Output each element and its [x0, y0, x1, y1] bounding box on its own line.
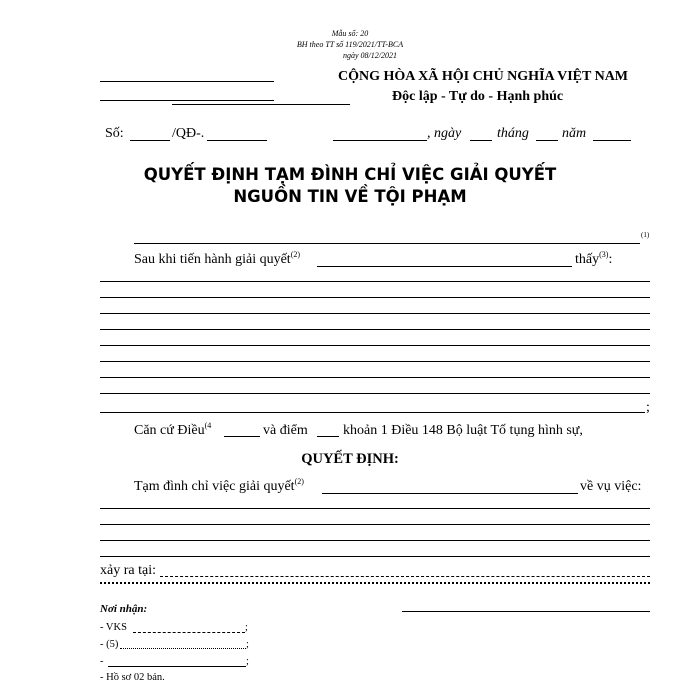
location-field[interactable]	[160, 576, 650, 577]
number-label: Số:	[105, 126, 124, 141]
findings-line-5[interactable]	[100, 345, 650, 346]
point-field[interactable]	[317, 436, 339, 437]
case-line-1[interactable]	[100, 508, 650, 509]
recipient-vks-field[interactable]	[133, 632, 245, 633]
qd-suffix-field[interactable]	[207, 140, 267, 141]
findings-line-2[interactable]	[100, 297, 650, 298]
recipient-vks-semicolon: ;	[245, 622, 248, 633]
signature-line[interactable]	[402, 611, 650, 612]
recipient-5-field[interactable]	[120, 648, 246, 649]
recipient-other-field[interactable]	[108, 666, 246, 667]
day-label: , ngày	[427, 126, 462, 141]
agency-line-2[interactable]	[100, 100, 274, 101]
year-field[interactable]	[593, 140, 631, 141]
location-label: xảy ra tại:	[100, 563, 156, 578]
findings-line-7[interactable]	[100, 377, 650, 378]
findings-line-3[interactable]	[100, 313, 650, 314]
place-field[interactable]	[333, 140, 427, 141]
case-line-3[interactable]	[100, 540, 650, 541]
recipient-other-semicolon: ;	[246, 656, 249, 667]
findings-line-4[interactable]	[100, 329, 650, 330]
thay-text: thấy$^{(3)}$:	[575, 250, 613, 267]
document-title-line-1: QUYẾT ĐỊNH TẠM ĐÌNH CHỈ VIỆC GIẢI QUYẾT	[143, 165, 557, 184]
clause-text: khoản 1 Điều 148 Bộ luật Tố tụng hình sự,	[343, 423, 583, 438]
recipient-vks: - VKS	[100, 622, 127, 633]
recipient-5-semicolon: ;	[246, 639, 249, 650]
suspend-text: Tạm đình chỉ việc giải quyết$^{(2)}$	[134, 477, 304, 494]
after-resolving-text: Sau khi tiến hành giải quyết$^{(2)}$	[134, 250, 301, 267]
case-line-2[interactable]	[100, 524, 650, 525]
form-date: ngày 08/12/2021	[343, 51, 397, 60]
resolved-matter-field[interactable]	[317, 266, 572, 267]
motto: Độc lập - Tự do - Hạnh phúc	[392, 89, 564, 104]
day-field[interactable]	[470, 140, 492, 141]
recipient-other: -	[100, 656, 104, 667]
decision-heading: QUYẾT ĐỊNH:	[301, 451, 399, 467]
case-line-4[interactable]	[100, 556, 650, 557]
article-field[interactable]	[224, 436, 260, 437]
agency-line-1[interactable]	[100, 81, 274, 82]
agency-underline	[172, 104, 350, 105]
findings-line-9[interactable]	[100, 412, 645, 413]
findings-semicolon: ;	[646, 400, 650, 415]
recipient-records: - Hồ sơ 02 bản.	[100, 672, 165, 683]
form-number: Mẫu số: 20	[331, 29, 369, 38]
va-diem-text: và điểm	[263, 423, 308, 438]
year-label: năm	[562, 126, 587, 141]
recipient-5: - (5)	[100, 639, 119, 650]
suspended-matter-field[interactable]	[322, 493, 578, 494]
findings-line-6[interactable]	[100, 361, 650, 362]
authority-field[interactable]	[134, 243, 640, 244]
document-title-line-2: NGUỒN TIN VỀ TỘI PHẠM	[233, 187, 467, 206]
recipients-label: Nơi nhận:	[100, 603, 148, 615]
note-1: (1)	[641, 231, 650, 239]
form-circular: BH theo TT số 119/2021/TT-BCA	[296, 40, 404, 49]
findings-line-8[interactable]	[100, 393, 650, 394]
republic-title: CỘNG HÒA XÃ HỘI CHỦ NGHĨA VIỆT NAM	[338, 69, 629, 84]
legal-basis-text: Căn cứ Điều$^{(4}$	[134, 421, 212, 438]
month-field[interactable]	[536, 140, 558, 141]
ve-vu-viec-text: về vụ việc:	[580, 479, 642, 494]
findings-line-1[interactable]	[100, 281, 650, 282]
dotted-separator	[100, 582, 650, 584]
number-field[interactable]	[130, 140, 170, 141]
month-label: tháng	[497, 126, 529, 141]
qd-label: /QĐ-.	[172, 126, 205, 141]
